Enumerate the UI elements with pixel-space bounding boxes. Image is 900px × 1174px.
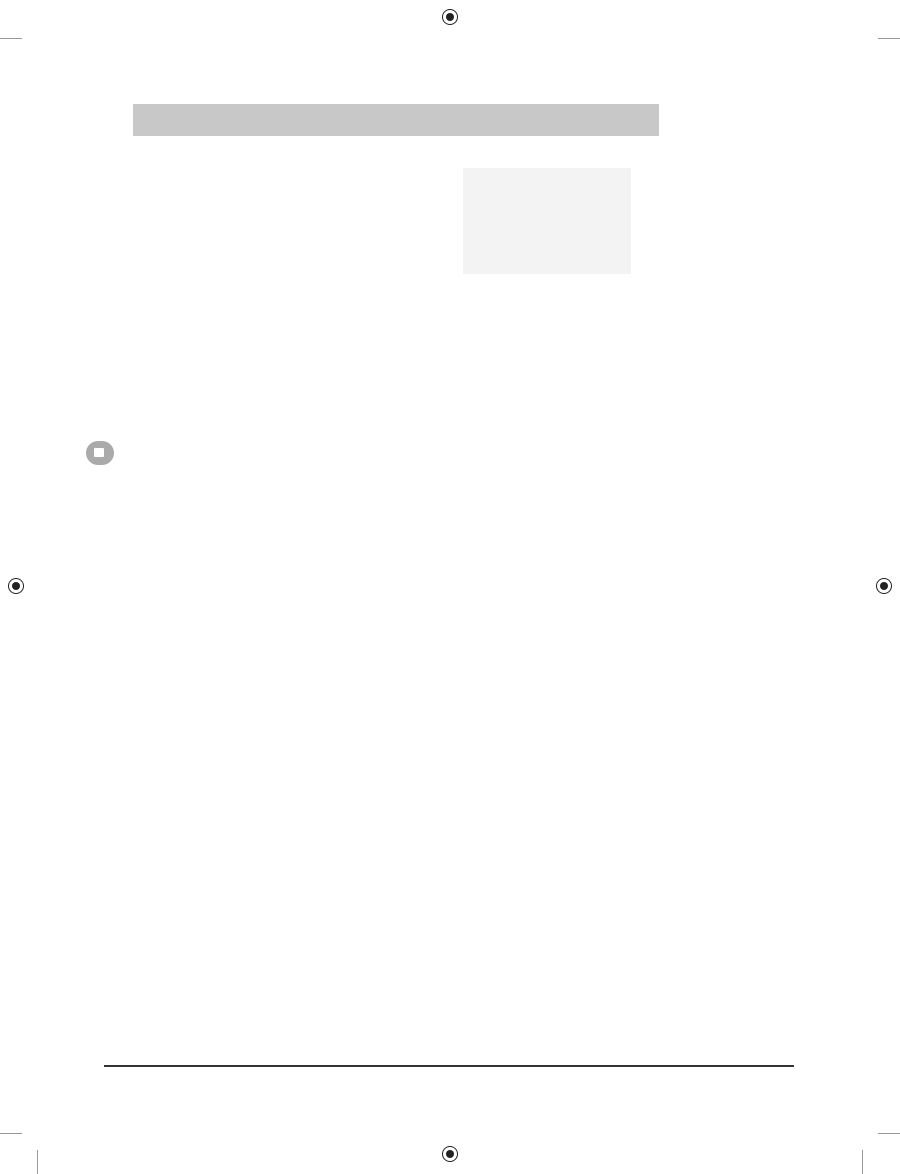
registration-mark-icon <box>876 578 892 594</box>
crop-mark <box>878 1133 900 1134</box>
crop-mark <box>37 1150 38 1174</box>
section-title <box>133 104 659 136</box>
substitution-table <box>463 168 631 274</box>
registration-mark-icon <box>442 9 458 25</box>
crop-mark <box>0 38 22 39</box>
table-row <box>492 187 546 189</box>
cd-track-icon[interactable] <box>86 441 114 465</box>
registration-mark-icon <box>8 578 24 594</box>
table-cell <box>510 187 528 189</box>
registration-mark-icon <box>442 1146 458 1162</box>
crop-mark <box>862 1150 863 1174</box>
footer-divider <box>104 1065 794 1067</box>
table-cell <box>492 187 510 189</box>
crop-mark <box>878 38 900 39</box>
crop-mark <box>0 1133 22 1134</box>
table-cell <box>528 187 546 189</box>
